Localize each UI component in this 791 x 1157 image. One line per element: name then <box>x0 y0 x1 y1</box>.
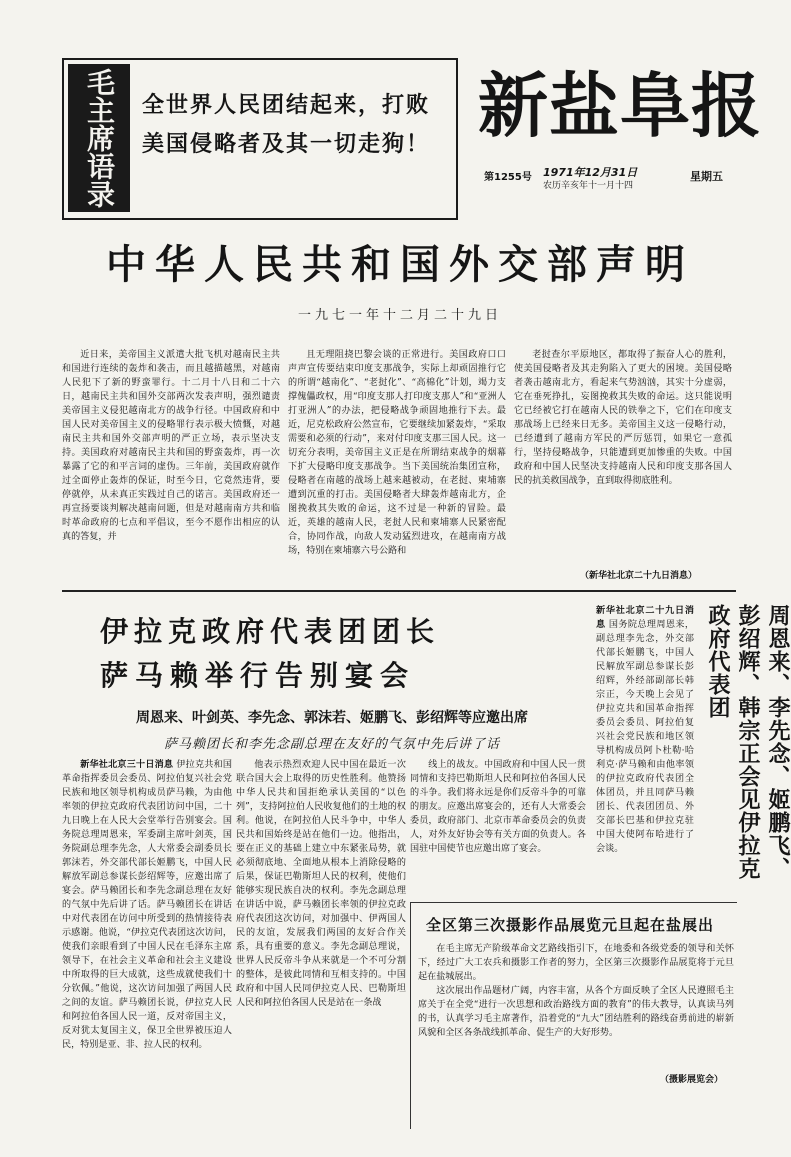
lead-headline: 中华人民共和国外交部声明 <box>106 242 694 288</box>
lead-dateline: 一九七一年十二月二十九日 <box>297 308 502 323</box>
lead-column-3 <box>514 348 732 570</box>
lead-column-2-text: 且无理阻挠巴黎会谈的正常进行。美国政府口口声声宣传要结束印度支那战争，实际上却顽固推行它的所谓“越南化”、“老挝化”、“高棉化”计划，竭力支撑傀儡政权，用“印度支那人打印度支那人”和“亚洲人打亚洲人”的办法，把侵略战争顽固地推行下去。最近，尼克松政府公然宣布，它要继续加紧轰炸，“采取需要和必须的行动”，来对付印度支那三国人民。这一切充分表明，美帝国主义正是在所谓结束战争的烟幕下扩大侵略印度支那战争。当下美国统治集团宣称，侵略者在南越的战场上越来越被动，在老挝、柬埔寨遭到沉重的打击。美国侵略者大肆轰炸越南北方，企图挽救其失败的命运，这不过是一种新的冒险。最近，英雄的越南人民，老挝人民和柬埔寨人民紧密配合，协同作战，向敌人发动猛烈进攻，在越南南方战场，特别在柬埔寨六号公路和 <box>288 350 506 556</box>
zhou-meeting-lead-in: 新华社北京二十九日消息 <box>596 605 694 630</box>
banquet-subhead-1: 周恩来、叶剑英、李先念、郭沫若、姬鹏飞、彭绍辉等应邀出席 <box>136 710 528 726</box>
photo-exhibit-body <box>418 942 734 1070</box>
banquet-column-1-text <box>62 758 232 1052</box>
lead-column-1-text: 近日来，美帝国主义派遣大批飞机对越南民主共和国进行连续的轰炸和袭击，而且越描越黑，对越南人民犯下了新的野蛮罪行。十二月十八日和二十六日，越南民主共和国外交部两次发表声明，强烈谴责美帝国主义侵犯越南北方的战争行径。中国政府和中国人民对美帝国主义的侵略罪行表示极大愤慨，对越南民主共和国外交部声明的严正立场，表示坚决支持。美国政府对越南民主共和国的野蛮轰炸，再一次暴露了它的和平言词的虚伪。三年前，美国政府就作过全面停止轰炸的保证，时至今日，它竟然违背，要停就停，从未真正实践过自己的诺言。美国政府还一再宣扬要谈判解决越南问题，但是对越南南方共和临时革命政府的七点和平倡议，至今不愿作出相应的认真的答复，并 <box>62 350 280 542</box>
lead-source: （新华社北京二十九日消息） <box>580 571 698 581</box>
lunar-date: 农历辛亥年十一月十四 <box>543 181 634 191</box>
banquet-column-1-body: 伊拉克共和国革命指挥委员会委员、阿拉伯复兴社会党民族和地区领导机构成员萨马赖，为由他率领的伊拉克政府代表团访问中国，二十九日晚上在人民大会堂举行告别宴会。国务院总理周恩来，军委副主席叶剑英，国务院副总理李先念，人大常委会副委员长郭沫若，外交部代部长姬鹏飞，中国人民解放军副总参谋长彭绍辉等，应邀出席了宴会。萨马赖团长和李先念副总理在友好的气氛中先后讲了话。萨马赖团长在讲话中对代表团在访问中所受到的热情接待表示感谢。他说，“伊拉克代表团这次访问，使我们亲眼看到了中国人民在毛泽东主席领导下，在社会主义革命和社会主义建设中所取得的巨大成就，这些成就使我们十分钦佩。”他说，这次访问加强了两国人民之间的友谊。萨马赖团长说，伊拉克人民和阿拉伯各国人民一道，反对帝国主义，反对犹太复国主义，保卫全世界被压迫人民，特别是亚、非、拉人民的权利。 <box>62 760 232 1050</box>
photo-exhibit-headline: 全区第三次摄影作品展览元旦起在盐展出 <box>426 916 715 934</box>
banquet-column-3 <box>410 758 586 898</box>
weekday: 星期五 <box>690 170 723 183</box>
banquet-column-2-text: 他表示热烈欢迎人民中国在最近一次联合国大会上取得的历史性胜利。他赞扬中华人民共和国拒绝承认美国的“以色列”，支持阿拉伯人民收复他们的土地的权利。他说，在阿拉伯人民斗争中，中华人民共和国始终是站在他们一边。他指出，要在正义的基础上建立中东紧张局势，就必须彻底地、全面地从根本上消除侵略的后果，保证巴勒斯坦人民的权利，使他们能够实现民族自决的权利。李先念副总理在讲话中说，萨马赖团长率领的伊拉克政府代表团这次访问，对加强中、伊两国人民的友谊，发展我们两国的友好合作关系，具有重要的意义。李先念副总理说，世界人民反帝斗争从来就是一个不可分割的整体，是彼此同情和互相支持的。中国政府和中国人民同伊拉克人民、巴勒斯坦人民和阿拉伯各国人民是站在一条战 <box>236 760 406 1008</box>
quote-text: 全世界人民团结起来，打败美国侵略者及其一切走狗！ <box>142 93 431 157</box>
banquet-subhead-2: 萨马赖团长和李先念副总理在友好的气氛中先后讲了话 <box>163 737 500 752</box>
zhou-meeting-text <box>596 604 694 856</box>
zhou-meeting-body <box>596 604 694 904</box>
banquet-column-1 <box>62 758 232 1116</box>
divider <box>62 590 736 592</box>
zhou-meeting-body-text: 国务院总理周恩来，副总理李先念，外交部代部长姬鹏飞，中国人民解放军副总参谋长彭绍辉，外经部副部长韩宗正，今天晚上会见了伊拉克共和国革命指挥委员会委员、阿拉伯复兴社会党民族和地区领导机构成员阿卜杜勒·哈利克·萨马赖和由他率领的伊拉克政府代表团全体团员，并且同萨马赖团长、代表团团员、外交部长巴基和伊拉克驻中国大使阿布哈进行了会谈。 <box>596 620 694 854</box>
issue-number: 第1255号 <box>484 172 532 183</box>
lead-column-2 <box>288 348 506 584</box>
quote-label: 毛主席语录 <box>83 68 116 208</box>
issue-date: 1971年12月31日 <box>543 166 638 179</box>
lead-column-3-text: 老挝查尔平原地区，都取得了振奋人心的胜利，使美国侵略者及其走狗陷入了更大的困境。美国侵略者袭击越南北方，看起来气势汹汹，其实十分虚弱，它在垂死挣扎，妄图挽救其失败的命运。这只能说明它已经被它打在越南人民的铁拳之下，它们在印度支那战场上已经来日无多。美帝国主义这一侵略行动，已经遭到了越南方军民的严厉惩罚，如果它一意孤行，坚持侵略战争，只能遭到更加惨重的失败。中国政府和中国人民坚决支持越南人民和印度支那各国人民的抗美救国战争，直到取得彻底胜利。 <box>514 350 732 486</box>
banquet-lead-in: 新华社北京三十日消息 <box>80 759 174 770</box>
zhou-meeting-headline: 周恩来、李先念、姬鹏飞、彭绍辉、韩宗正会见伊拉克政府代表团 <box>705 604 790 880</box>
banquet-column-2 <box>236 758 406 1078</box>
photo-exhibit-source: （摄影展览会） <box>660 1075 724 1085</box>
banquet-column-3-text: 线上的战友。中国政府和中国人民一贯同情和支持巴勒斯坦人民和阿拉伯各国人民的斗争。我们将永远是你们反帝斗争的可靠的朋友。应邀出席宴会的，还有人大常委会委员，政府部门、北京市革命委员会的负责人，对外友好协会等有关方面的负责人。各国驻中国使节也应邀出席了宴会。 <box>410 760 586 854</box>
banquet-headline-1: 伊拉克政府代表团团长 <box>100 615 441 648</box>
paper-name: 新盐阜报 <box>478 65 762 147</box>
photo-exhibit-para-1: 在毛主席无产阶级革命文艺路线指引下，在地委和各级党委的领导和关怀下，经过广大工农兵和摄影工作者的努力，全区第三次摄影作品展览将于元旦起在盐城展出。 <box>418 944 734 982</box>
lead-column-1 <box>62 348 280 584</box>
photo-exhibit-para-2: 这次展出作品题材广阔，内容丰富，从各个方面反映了全区人民遵照毛主席关于在全党“进行一次思想和政治路线方面的教育”的伟大教导，认真读马列的书，认真学习毛主席著作，沿着党的“九大”团结胜利的路线奋勇前进的崭新风貌和全区各条战线抓革命、促生产的大好形势。 <box>418 986 734 1038</box>
banquet-headline-2: 萨马赖举行告别宴会 <box>100 659 416 692</box>
